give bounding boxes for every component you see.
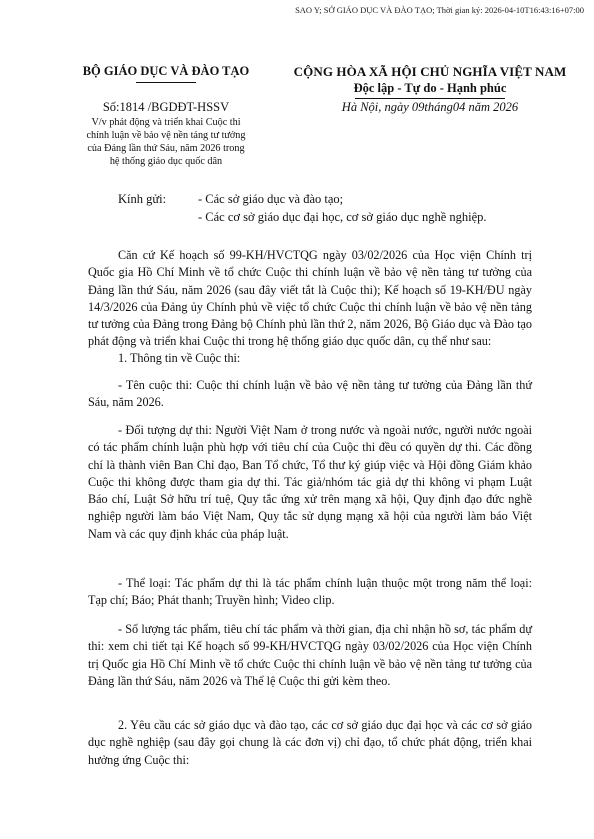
paragraph-details: - Số lượng tác phẩm, tiêu chí tác phẩm và thời gian, địa chỉ nhận hồ sơ, tác phẩm dự thi: xem chi tiết tại Kế hoạch số 99-KH/HVCTQG ngày 03/02/2026 của Học viện Chính trị Quốc gia Hồ Chí Minh về tổ chức Cuộc thi chính luận về bảo vệ nền tảng tư tưởng của Đảng lần thứ Sáu, năm 2026 và Thể lệ Cuộc thi gửi kèm theo. bbox=[88, 622, 532, 688]
body-paragraph bbox=[88, 377, 532, 412]
subject-line: chính luận về bảo vệ nền tảng tư tưởng bbox=[86, 130, 246, 141]
paragraph-genres: - Thể loại: Tác phẩm dự thi là tác phẩm chính luận thuộc một trong năm thể loại: Tạp chí; Báo; Phát thanh; Truyền hình; Video clip. bbox=[88, 576, 532, 608]
recipient-item: - Các sở giáo dục và đào tạo; bbox=[198, 192, 344, 206]
issuer-underline bbox=[136, 82, 196, 83]
subject-line: hệ thống giáo dục quốc dân bbox=[109, 156, 223, 167]
digital-signature-stamp: SAO Y; SỞ GIÁO DỤC VÀ ĐÀO TẠO; Thời gian ký: 2026-04-10T16:43:16+07:00 bbox=[295, 5, 584, 15]
recipients-label: Kính gửi: bbox=[118, 192, 167, 206]
motto-underline bbox=[355, 98, 505, 99]
body-paragraph bbox=[88, 422, 532, 543]
country-name: CỘNG HÒA XÃ HỘI CHỦ NGHĨA VIỆT NAM bbox=[293, 64, 567, 79]
document-number: Số:1814 /BGDĐT-HSSV bbox=[102, 100, 230, 114]
paragraph-contest-name: - Tên cuộc thi: Cuộc thi chính luận về bảo vệ nền tảng tư tưởng của Đảng lần thứ Sáu, năm 2026. bbox=[88, 378, 532, 410]
issue-date: Hà Nội, ngày 09tháng04 năm 2026 bbox=[341, 100, 519, 114]
national-motto: Độc lập - Tự do - Hạnh phúc bbox=[353, 81, 507, 95]
paragraph-preamble: Căn cứ Kế hoạch số 99-KH/HVCTQG ngày 03/02/2026 của Học viện Chính trị Quốc gia Hồ Chí Minh về tổ chức Cuộc thi chính luận về bảo vệ nền tảng tư tưởng của Đảng lần thứ Sáu, năm 2026 (sau đây viết tắt là Cuộc thi); Kế hoạch số 19-KH/ĐU ngày 14/3/2026 của Đảng ủy Chính phủ về việc tổ chức Cuộc thi chính luận về bảo vệ nền tảng tư tưởng của Đảng trong Đảng bộ Chính phủ lần thứ 2, năm 2026, Bộ Giáo dục và Đào tạo phát động và triển khai Cuộc thi trong hệ thống giáo dục quốc dân, cụ thể như sau: bbox=[88, 248, 532, 349]
section-heading-1: 1. Thông tin về Cuộc thi: bbox=[118, 351, 241, 365]
ministry-name: BỘ GIÁO DỤC VÀ ĐÀO TẠO bbox=[82, 64, 250, 78]
body-paragraph bbox=[88, 247, 532, 351]
body-paragraph bbox=[88, 621, 532, 690]
subject-line: V/v phát động và triển khai Cuộc thi bbox=[91, 117, 241, 128]
body-paragraph bbox=[88, 575, 532, 610]
body-paragraph bbox=[88, 717, 532, 769]
body-paragraph bbox=[88, 350, 532, 367]
issuer-block bbox=[68, 64, 264, 83]
document-subject bbox=[68, 116, 264, 168]
section-heading-2: 2. Yêu cầu các sở giáo dục và đào tạo, các cơ sở giáo dục đại học và các cơ sở giáo dục nghề nghiệp (sau đây gọi chung là các đơn vị) chỉ đạo, tổ chức phát động, triển khai hưởng ứng Cuộc thi: bbox=[88, 718, 532, 767]
national-title-block bbox=[290, 64, 570, 99]
subject-line: của Đảng lần thứ Sáu, năm 2026 trong bbox=[87, 143, 245, 154]
recipients-block bbox=[118, 190, 487, 226]
recipient-item: - Các cơ sở giáo dục đại học, cơ sở giáo dục nghề nghiệp. bbox=[198, 210, 487, 224]
paragraph-eligibility: - Đối tượng dự thi: Người Việt Nam ở trong nước và ngoài nước, người nước ngoài có tác phẩm chính luận phù hợp với tiêu chí của Cuộc thi đều có quyền dự thi. Các đồng chí là thành viên Ban Chỉ đạo, Ban Tổ chức, Tổ thư ký giúp việc và Hội đồng Giám khảo Cuộc thi không được tham gia dự thi. Tác giả/nhóm tác giả dự thi không vi phạm Luật Báo chí, Luật Sở hữu trí tuệ, Quy tắc ứng xử trên mạng xã hội, Quy định đạo đức nghề nghiệp người làm báo Việt Nam, Quy tắc sử dụng mạng xã hội của người làm báo Việt Nam và các quy định khác của pháp luật. bbox=[88, 423, 532, 541]
